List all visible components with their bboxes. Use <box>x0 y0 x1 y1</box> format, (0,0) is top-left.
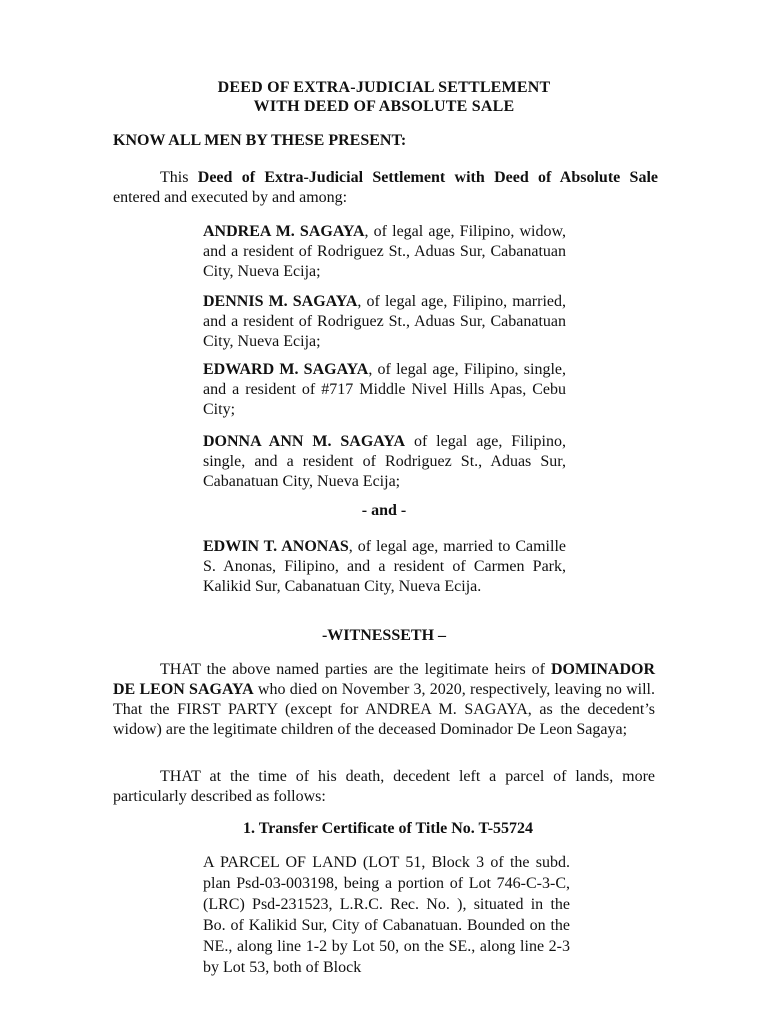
party-details: , of legal age, Filipino, married, and a resident of Rodriguez St., Aduas Sur, Cabanatuan City, Nueva Ecija; <box>203 293 566 350</box>
whereas-suffix: who died on November 3, 2020, respectively, leaving no will. That the FIRST PARTY (except for ANDREA M. SAGAYA, as the decedent’s widow) are the legitimate children of the deceased Dominador De Leon Sagaya; <box>113 681 655 738</box>
whereas-lands-text: THAT at the time of his death, decedent left a parcel of lands, more particularly described as follows: <box>113 768 655 805</box>
party-name: ANDREA M. SAGAYA <box>203 223 365 240</box>
party-dennis <box>203 292 566 352</box>
party-andrea <box>203 222 566 282</box>
intro-prefix: This <box>160 169 198 186</box>
whereas-paragraph-lands <box>113 767 655 807</box>
decedent-name: DOMINADOR DE LEON SAGAYA <box>113 661 655 698</box>
party-donna-ann <box>203 432 566 492</box>
party-edwin <box>203 537 566 597</box>
and-separator: - and - <box>361 502 407 519</box>
party-name: EDWARD M. SAGAYA <box>203 361 369 378</box>
party-details: , of legal age, Filipino, widow, and a resident of Rodriguez St., Aduas Sur, Cabanatuan City, Nueva Ecija; <box>203 223 566 280</box>
know-all-heading: KNOW ALL MEN BY THESE PRESENT: <box>113 132 407 149</box>
document-title-line-1: DEED OF EXTRA-JUDICIAL SETTLEMENT <box>217 79 551 96</box>
document-title-line-2: WITH DEED OF ABSOLUTE SALE <box>253 98 515 115</box>
party-name: DENNIS M. SAGAYA <box>203 293 358 310</box>
party-details: , of legal age, Filipino, single, and a resident of #717 Middle Nivel Hills Apas, Cebu City; <box>203 361 566 418</box>
witnesseth-heading: -WITNESSETH – <box>321 627 447 644</box>
party-name: EDWIN T. ANONAS <box>203 538 349 555</box>
tct-heading: 1. Transfer Certificate of Title No. T-55724 <box>243 820 534 837</box>
party-edward <box>203 360 566 420</box>
party-name: DONNA ANN M. SAGAYA <box>203 433 406 450</box>
intro-deed-name: Deed of Extra-Judicial Settlement with Deed of Absolute Sale <box>197 169 658 186</box>
whereas-paragraph-heirs <box>113 660 655 740</box>
party-details: , of legal age, married to Camille S. Anonas, Filipino, and a resident of Carmen Park, Kalikid Sur, Cabanatuan City, Nueva Ecija. <box>203 538 566 595</box>
intro-suffix: entered and executed by and among: <box>113 189 348 206</box>
whereas-prefix: THAT the above named parties are the legitimate heirs of <box>160 661 551 678</box>
land-description: A PARCEL OF LAND (LOT 51, Block 3 of the subd. plan Psd-03-003198, being a portion of Lot 746-C-3-C, (LRC) Psd-231523, L.R.C. Rec. No. ), situated in the Bo. of Kalikid Sur, City of Cabanatuan. Bounded on the NE., along line 1-2 by Lot 50, on the SE., along line 2-3 by Lot 53, both of Block <box>203 854 570 976</box>
intro-paragraph <box>113 168 658 208</box>
party-details: of legal age, Filipino, single, and a resident of Rodriguez St., Aduas Sur, Cabanatuan City, Nueva Ecija; <box>203 433 566 490</box>
